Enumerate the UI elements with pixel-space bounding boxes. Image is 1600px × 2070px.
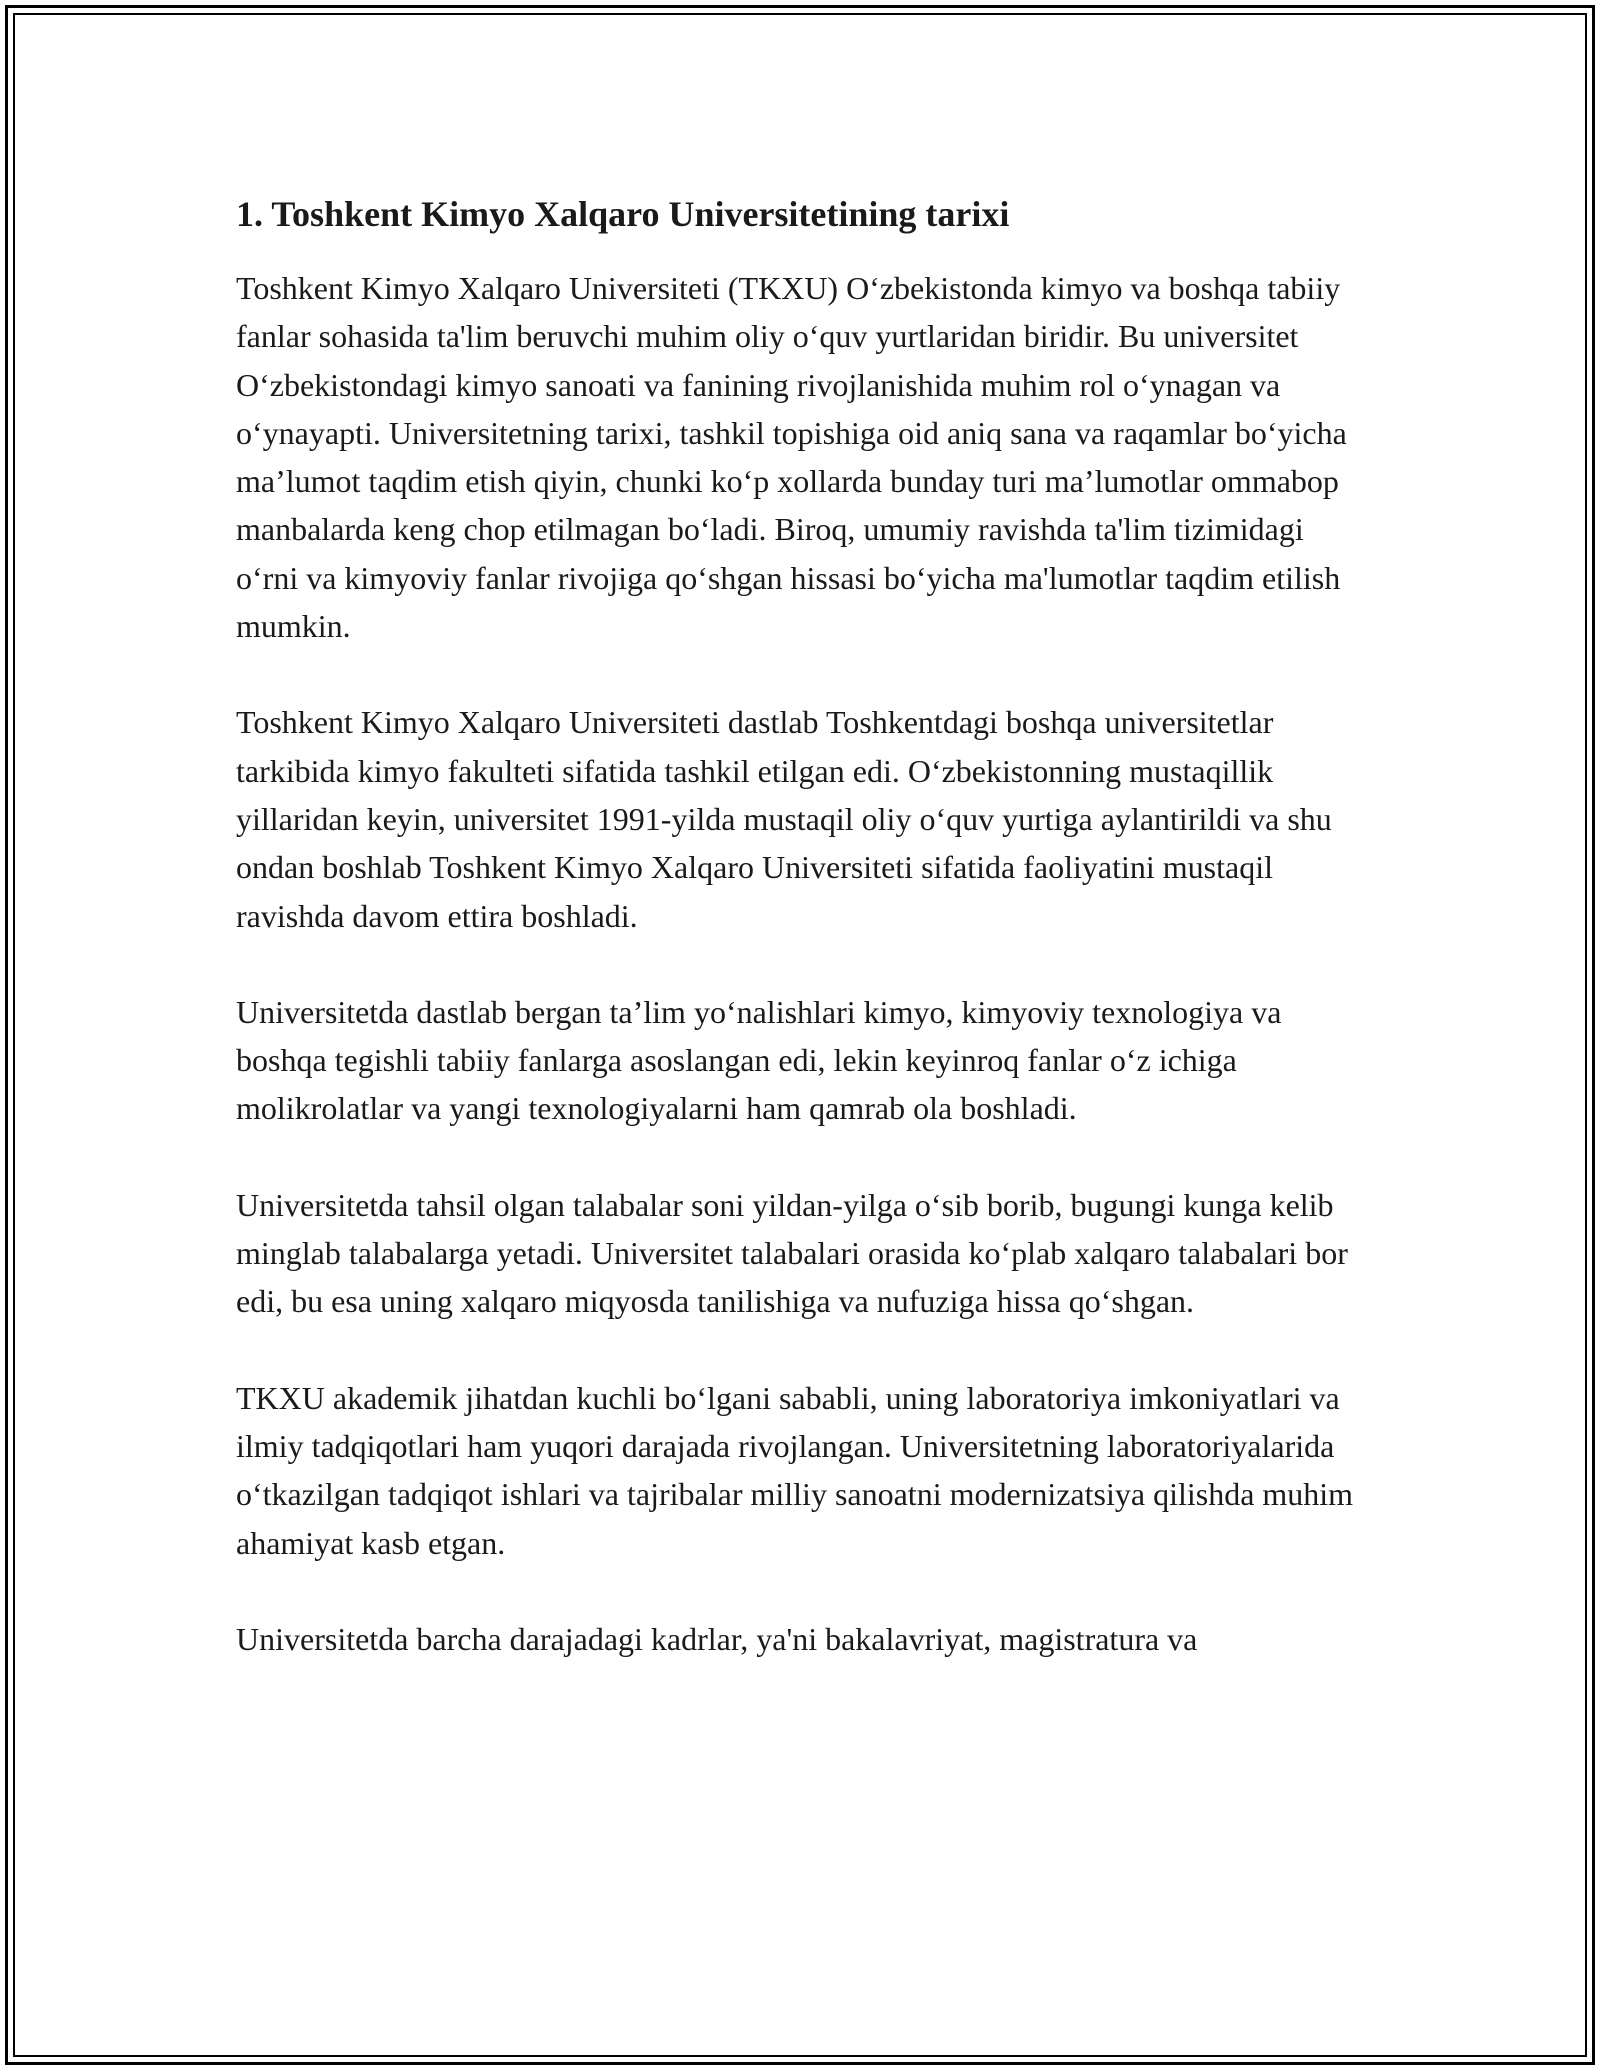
document-page (236, 184, 1370, 1663)
paragraph-founding: Toshkent Kimyo Xalqaro Universiteti dastlab Toshkentdagi boshqa universitetlar tarkibida kimyo fakulteti sifatida tashkil etilgan edi. O‘zbekistonning mustaqillik yillaridan keyin, universitet 1991-yilda mustaqil oliy o‘quv yurtiga aylantirildi va shu ondan boshlab Toshkent Kimyo Xalqaro Universiteti sifatida faoliyatini mustaqil ravishda davom ettira boshladi. (236, 704, 1332, 934)
paragraph-research: TKXU akademik jihatdan kuchli bo‘lgani sababli, uning laboratoriya imkoniyatlari va ilmiy tadqiqotlari ham yuqori darajada rivojlangan. Universitetning laboratoriyalarida o‘tkazilgan tadqiqot ishlari va tajribalar milliy sanoatni modernizatsiya qilishda muhim ahamiyat kasb etgan. (236, 1379, 1354, 1561)
document-title: 1. Toshkent Kimyo Xalqaro Universitetining tarixi (236, 194, 1010, 234)
paragraph-programs: Universitetda dastlab bergan ta’lim yo‘nalishlari kimyo, kimyoviy texnologiya va boshqa tegishli tabiiy fanlarga asoslangan edi, lekin keyinroq fanlar o‘z ichiga molikrolatlar va yangi texnologiyalarni ham qamrab ola boshladi. (236, 993, 1282, 1127)
paragraph-degrees: Universitetda barcha darajadagi kadrlar, ya'ni bakalavriyat, magistratura va (236, 1620, 1198, 1657)
paragraph-intro: Toshkent Kimyo Xalqaro Universiteti (TKXU) O‘zbekistonda kimyo va boshqa tabiiy fanlar sohasida ta'lim beruvchi muhim oliy o‘quv yurtlaridan biridir. Bu universitet O‘zbekistondagi kimyo sanoati va fanining rivojlanishida muhim rol o‘ynagan va o‘ynayapti. Universitetning tarixi, tashkil topishiga oid aniq sana va raqamlar bo‘yicha ma’lumot taqdim etish qiyin, chunki ko‘p xollarda bunday turi ma’lumotlar ommabop manbalarda keng chop etilmagan bo‘ladi. Biroq, umumiy ravishda ta'lim tizimidagi o‘rni va kimyoviy fanlar rivojiga qo‘shgan hissasi bo‘yicha ma'lumotlar taqdim etilish mumkin. (236, 270, 1347, 645)
paragraph-students: Universitetda tahsil olgan talabalar soni yildan-yilga o‘sib borib, bugungi kunga kelib minglab talabalarga yetadi. Universitet talabalari orasida ko‘plab xalqaro talabalari bor edi, bu esa uning xalqaro miqyosda tanilishiga va nufuziga hissa qo‘shgan. (236, 1186, 1348, 1320)
